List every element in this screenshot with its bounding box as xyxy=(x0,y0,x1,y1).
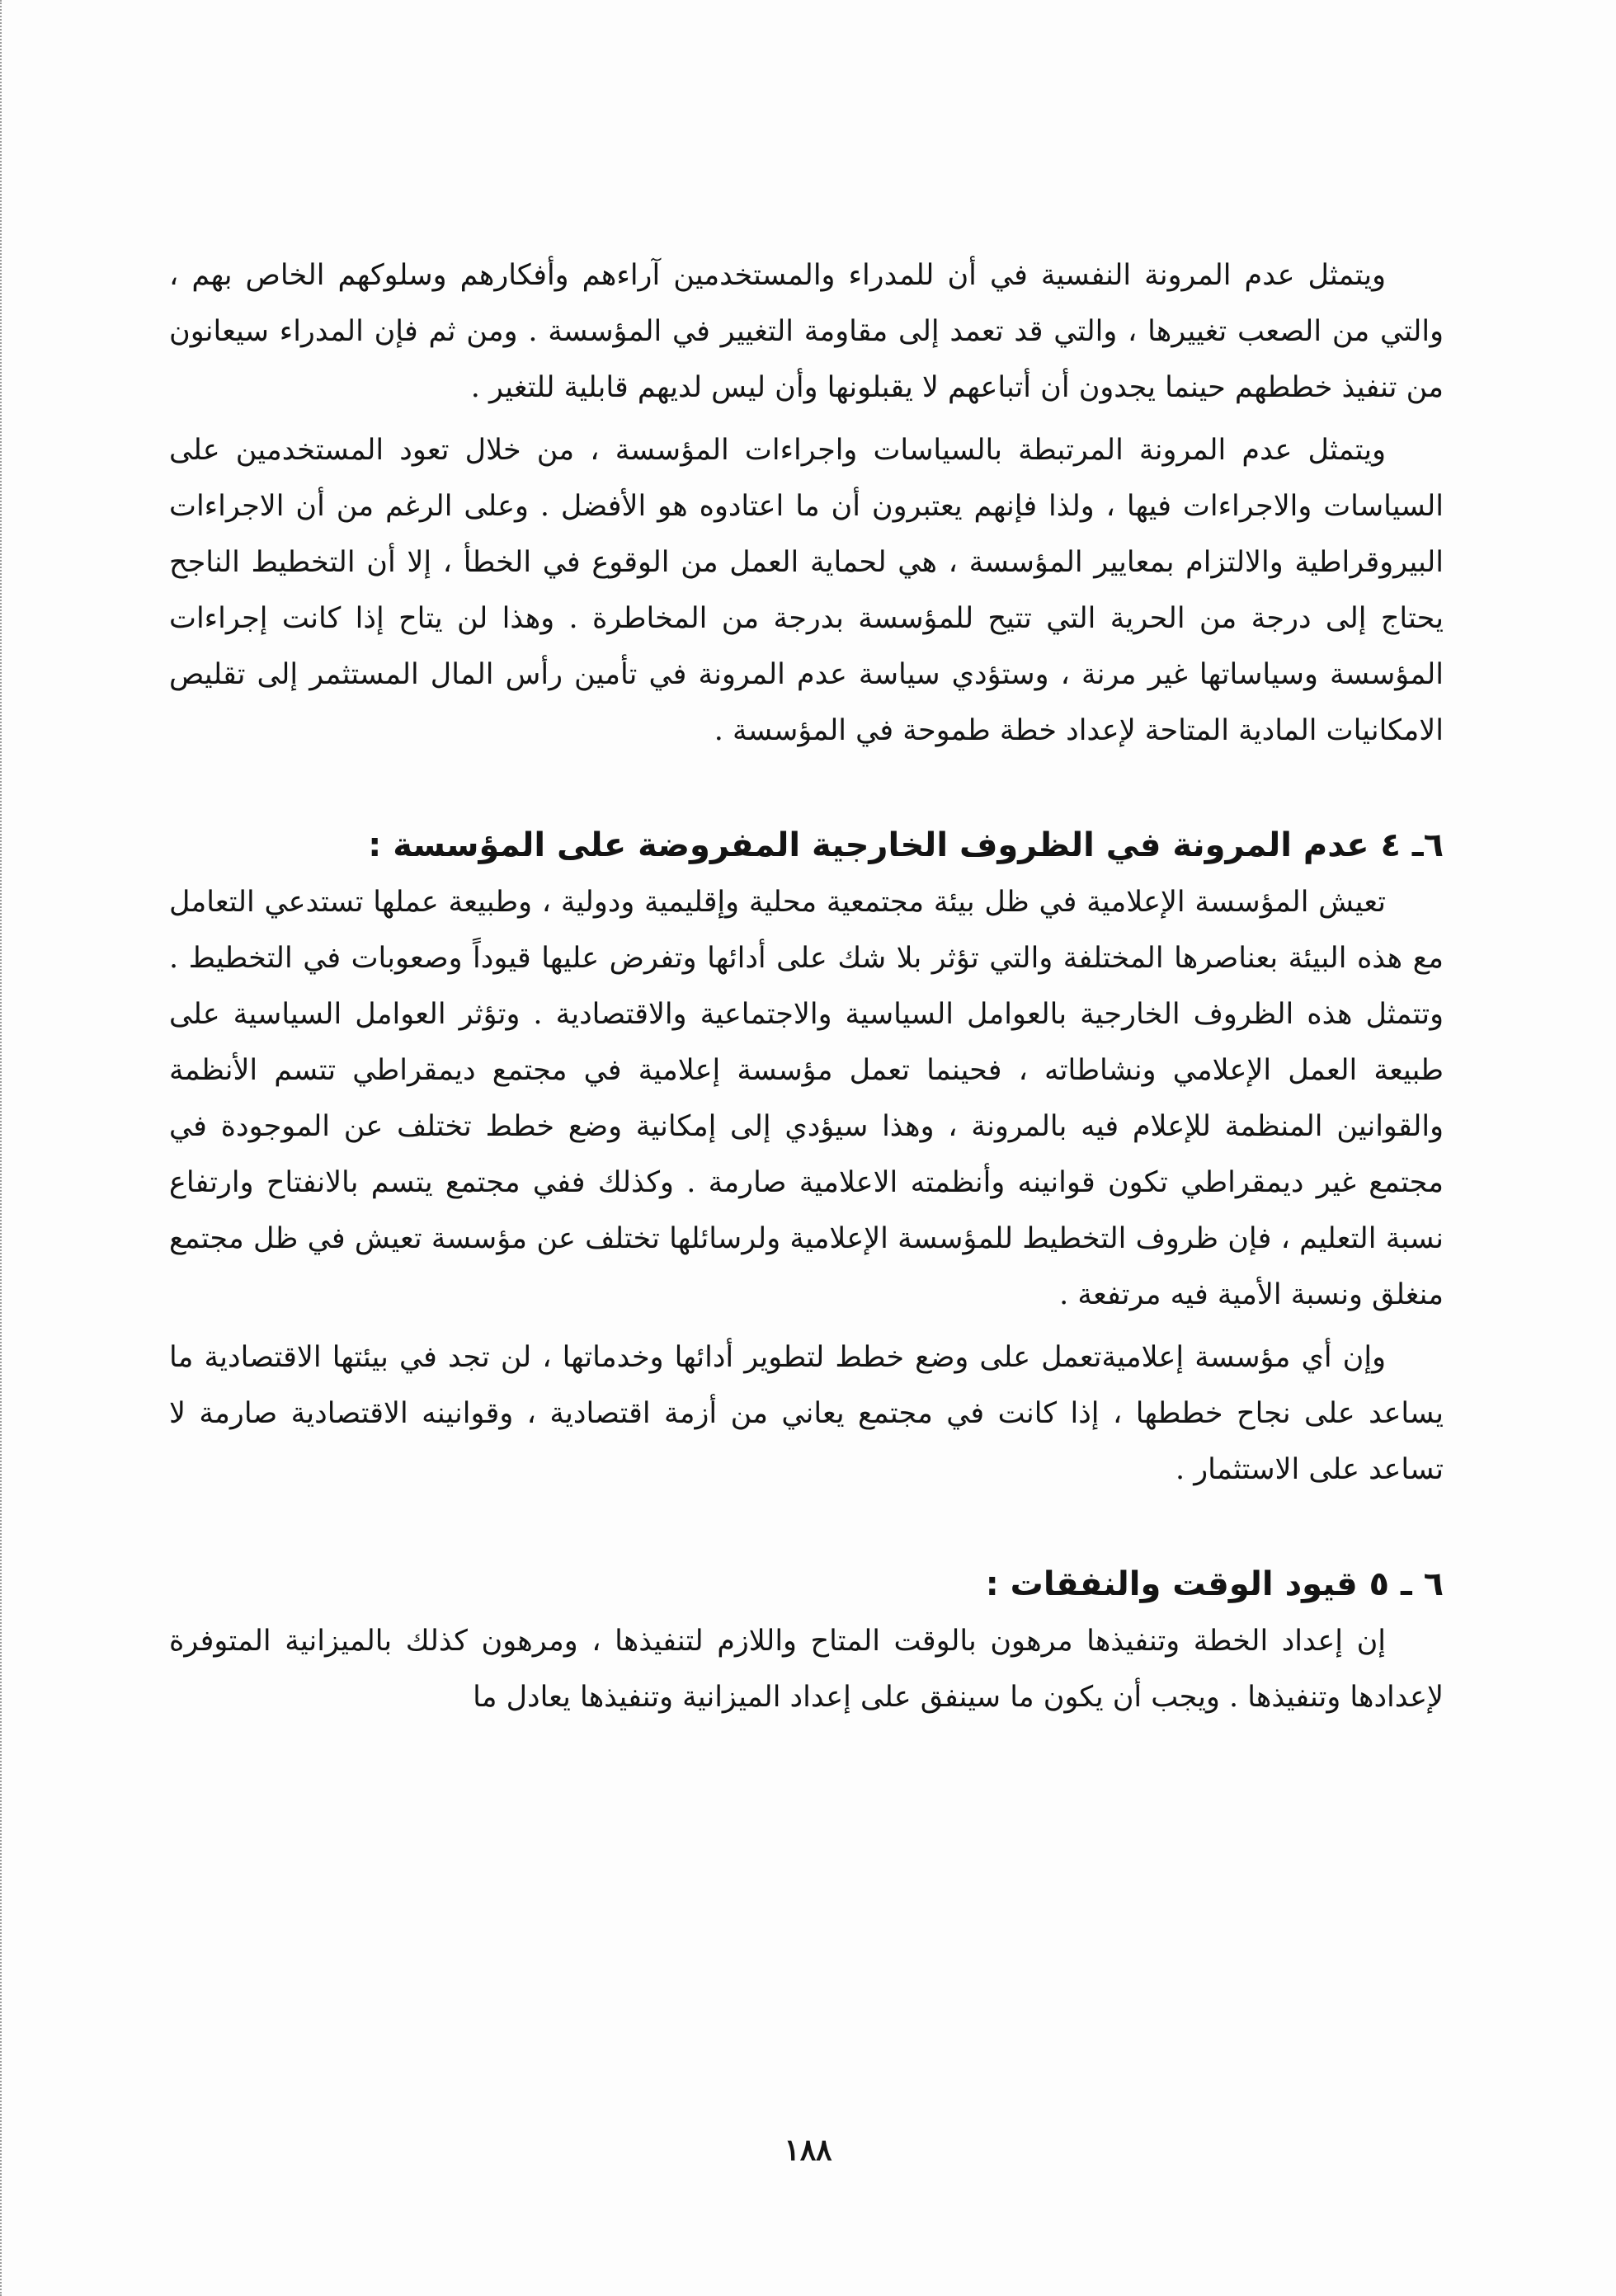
section-heading-time-and-cost: ٦ ـ ٥ قيود الوقت والنفقات : xyxy=(985,1565,1444,1603)
page-content xyxy=(169,247,1444,1725)
scan-edge-divider xyxy=(0,0,7,2296)
paragraph-economic-environment: وإن أي مؤسسة إعلاميةتعمل على وضع خطط لتطوير أدائها وخدماتها ، لن تجد في بيئتها الاقتصادية ما يساعد على نجاح خططها ، إذا كانت في مجتمع يعاني من أزمة اقتصادية ، وقوانينه الاقتصادية صارمة لا تساعد على الاستثمار . xyxy=(169,1341,1444,1486)
section-heading-external-conditions: ٦ـ ٤ عدم المرونة في الظروف الخارجية المفروضة على المؤسسة : xyxy=(368,826,1444,864)
paragraph-external-environment: تعيش المؤسسة الإعلامية في ظل بيئة مجتمعية محلية وإقليمية ودولية ، وطبيعة عملها تستدعي التعامل مع هذه البيئة بعناصرها المختلفة والتي تؤثر بلا شك على أدائها وتفرض عليها قيوداً وصعوبات في التخطيط . وتتمثل هذه الظروف الخارجية بالعوامل السياسية والاجتماعية والاقتصادية . وتؤثر العوامل السياسية على طبيعة العمل الإعلامي ونشاطاته ، فحينما تعمل مؤسسة إعلامية في مجتمع ديمقراطي تتسم الأنظمة والقوانين المنظمة للإعلام فيه بالمرونة ، وهذا سيؤدي إلى إمكانية وضع خطط تختلف عن الموجودة في مجتمع غير ديمقراطي تكون قوانينه وأنظمته الاعلامية صارمة . وكذلك ففي مجتمع يتسم بالانفتاح وارتفاع نسبة التعليم ، فإن ظروف التخطيط للمؤسسة الإعلامية ولرسائلها تختلف عن مؤسسة تعيش في ظل مجتمع منغلق ونسبة الأمية فيه مرتفعة . xyxy=(169,886,1444,1311)
paragraph-psychological-inflexibility: ويتمثل عدم المرونة النفسية في أن للمدراء والمستخدمين آراءهم وأفكارهم وسلوكهم الخاص بهم ، والتي من الصعب تغييرها ، والتي قد تعمد إلى مقاومة التغيير في المؤسسة . ومن ثم فإن المدراء سيعانون من تنفيذ خططهم حينما يجدون أن أتباعهم لا يقبلونها وأن ليس لديهم قابلية للتغير . xyxy=(169,259,1444,404)
page-number: ١٨٨ xyxy=(784,2133,832,2167)
paragraph-policy-inflexibility: ويتمثل عدم المرونة المرتبطة بالسياسات واجراءات المؤسسة ، من خلال تعود المستخدمين على السياسات والاجراءات فيها ، ولذا فإنهم يعتبرون أن ما اعتادوه هو الأفضل . وعلى الرغم من أن الاجراءات البيروقراطية والالتزام بمعايير المؤسسة ، هي لحماية العمل من الوقوع في الخطأ ، إلا أن التخطيط الناجح يحتاج إلى درجة من الحرية التي تتيح للمؤسسة بدرجة من المخاطرة . وهذا لن يتاح إذا كانت إجراءات المؤسسة وسياساتها غير مرنة ، وستؤدي سياسة عدم المرونة في تأمين رأس المال المستثمر إلى تقليص الامكانيات المادية المتاحة لإعداد خطة طموحة في المؤسسة . xyxy=(169,434,1444,747)
paragraph-time-and-budget: إن إعداد الخطة وتنفيذها مرهون بالوقت المتاح واللازم لتنفيذها ، ومرهون كذلك بالميزانية المتوفرة لإعدادها وتنفيذها . ويجب أن يكون ما سينفق على إعداد الميزانية وتنفيذها يعادل ما xyxy=(169,1625,1444,1714)
